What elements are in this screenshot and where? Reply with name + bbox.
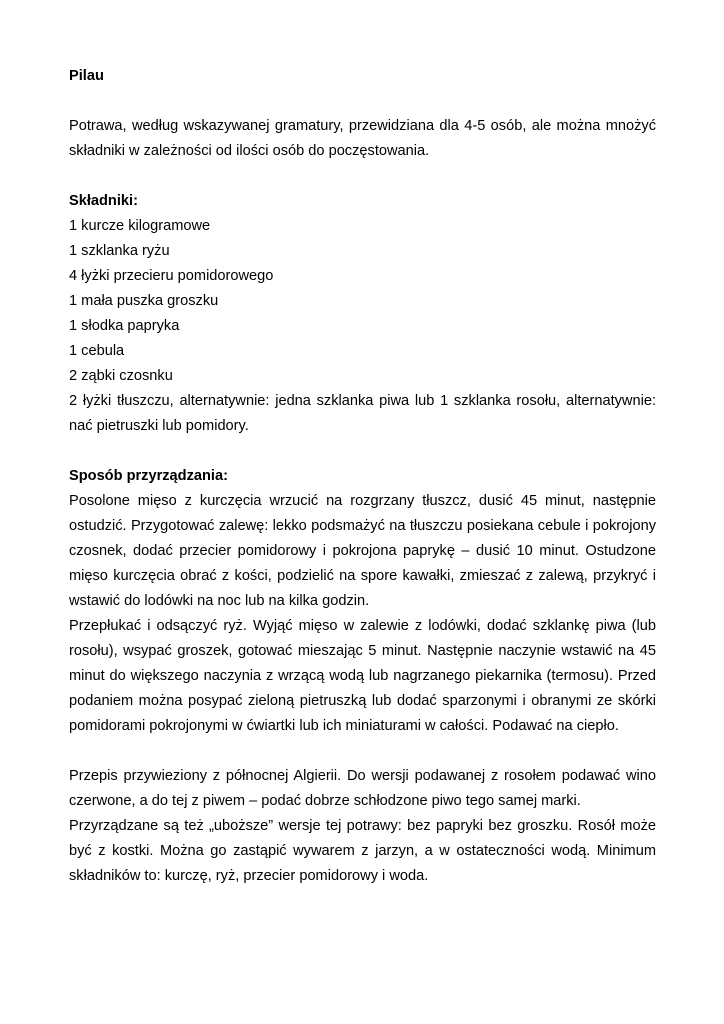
ingredient-item: 2 łyżki tłuszczu, alternatywnie: jedna szklanka piwa lub 1 szklanka rosołu, alternatywnie: nać pietruszki lub pomidory. [69,393,656,434]
ingredient-item: 1 słodka papryka [69,318,180,334]
intro-paragraph: Potrawa, według wskazywanej gramatury, przewidziana dla 4-5 osób, ale można mnożyć składniki w zależności od ilości osób do poczęstowania. [69,118,656,159]
ingredient-item: 1 mała puszka groszku [69,293,219,309]
recipe-title: Pilau [69,68,104,84]
ingredients-heading: Składniki: [69,193,138,209]
spacer [69,164,656,189]
ingredient-item: 2 ząbki czosnku [69,368,173,384]
notes-paragraph: Przyrządzane są też „uboższe” wersje tej potrawy: bez papryki bez groszku. Rosół może być z kostki. Można go zastąpić wywarem z jarzyn, a w ostateczności wodą. Minimum składników to: kurczę, ryż, przecier pomidorowy i woda. [69,818,656,884]
method-paragraph: Przepłukać i odsączyć ryż. Wyjąć mięso w zalewie z lodówki, dodać szklankę piwa (lub rosołu), wsypać groszek, gotować mieszając 5 minut. Następnie naczynie wstawić na 45 minut do większego naczynia z wrzącą wodą lub nagrzanego piekarnika (termosu). Przed podaniem można posypać zieloną pietruszką lub dodać sparzonymi i obranymi ze skórki pomidorami pokrojonymi w ćwiartki lub ich miniaturami w całości. Podawać na ciepło. [69,618,656,734]
ingredients-list [69,214,656,439]
document-page [69,64,656,889]
method-paragraph: Posolone mięso z kurczęcia wrzucić na rozgrzany tłuszcz, dusić 45 minut, następnie ostudzić. Przygotować zalewę: lekko podsmażyć na tłuszczu posiekana cebule i pokrojony czosnek, dodać przecier pomidorowy i pokrojona paprykę – dusić 10 minut. Ostudzone mięso kurczęcia obrać z kości, podzielić na spore kawałki, zmieszać z zalewą, przykryć i wstawić do lodówki na noc lub na kilka godzin. [69,493,656,609]
notes-paragraph: Przepis przywieziony z północnej Algierii. Do wersji podawanej z rosołem podawać wino czerwone, a do tej z piwem – podać dobrze schłodzone piwo tego samej marki. [69,768,656,809]
method-heading: Sposób przyrządzania: [69,468,228,484]
spacer [69,739,656,764]
spacer [69,439,656,464]
ingredient-item: 4 łyżki przecieru pomidorowego [69,268,274,284]
spacer [69,89,656,114]
ingredient-item: 1 kurcze kilogramowe [69,218,211,234]
ingredient-item: 1 szklanka ryżu [69,243,170,259]
ingredient-item: 1 cebula [69,343,125,359]
